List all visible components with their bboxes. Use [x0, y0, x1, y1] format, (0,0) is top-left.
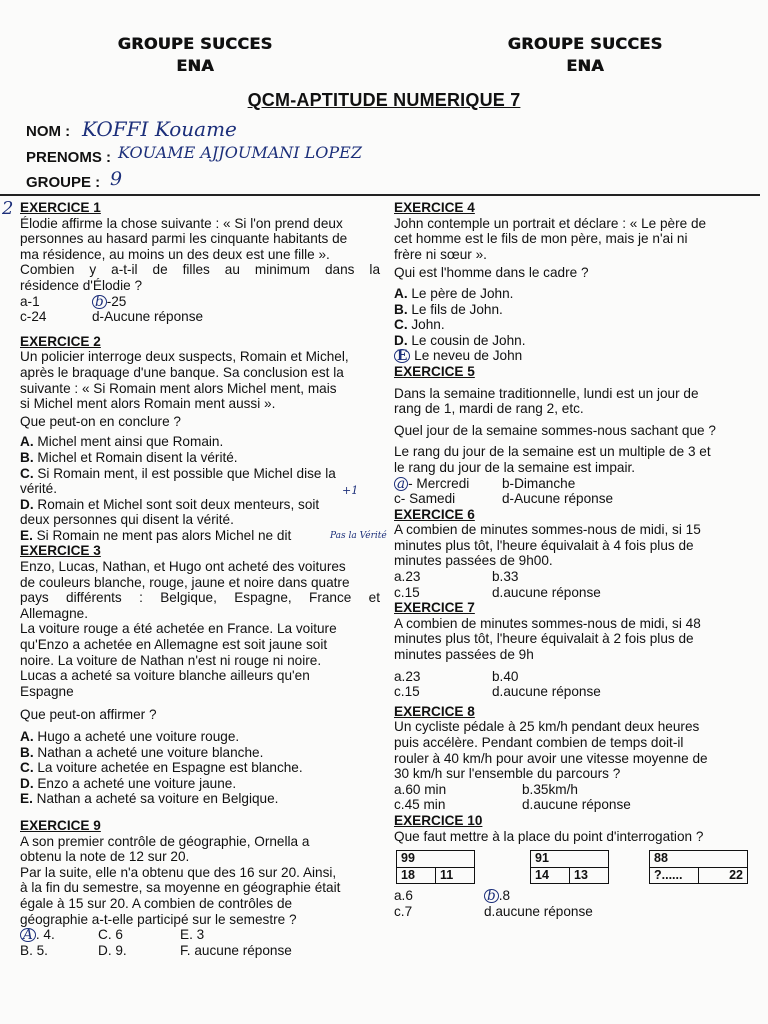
exercise-3: [20, 543, 380, 807]
ex5-answer-circle: a: [394, 477, 408, 491]
ex3-line: Allemagne.: [20, 605, 89, 621]
ex9-option-d: D. 9.: [98, 942, 127, 958]
ex8-option-a: a.60 min: [394, 781, 447, 797]
exercise-6-title: EXERCICE 6: [394, 506, 475, 522]
ex4-option-c: [394, 317, 756, 333]
ex8-options-row1: [394, 782, 756, 798]
exercise-10: [394, 813, 756, 920]
ex4-text: Le neveu de John: [410, 348, 523, 364]
ex4-line: cet homme est le fils de mon père, mais je n'ai ni: [394, 231, 688, 247]
ex3-text: Nathan a acheté une voiture blanche.: [33, 744, 264, 760]
ex4-option-b: [394, 302, 756, 318]
ex1-option-d: d-Aucune réponse: [92, 309, 204, 325]
ex10-grid-2: [530, 850, 609, 884]
right-brand: [490, 33, 680, 77]
ex3-question: Que peut-on affirmer ?: [20, 707, 157, 723]
ex1-line: personnes au hasard parmi les cinquante habitants de: [20, 231, 348, 247]
ex6-line: minutes passées de 9h00.: [394, 553, 553, 569]
ex2-line: Un policier interroge deux suspects, Romain et Michel,: [20, 349, 349, 365]
ex8-option-d: d.aucune réponse: [522, 797, 631, 813]
grid-cell: ?......: [650, 867, 699, 884]
ex4-answer-circle: E: [394, 349, 410, 363]
ex3-option-d: [20, 776, 380, 792]
ex9-option-f: F. aucune réponse: [180, 942, 292, 958]
exercise-5-title: EXERCICE 5: [394, 363, 475, 379]
ex6-options-row2: [394, 585, 756, 601]
ex2-text: vérité.: [20, 481, 58, 497]
ex9-line: à la fin du semestre, sa moyenne en géographie était: [20, 880, 341, 896]
ex6-line: minutes plus tôt, l'heure équivalait à 4 fois plus de: [394, 537, 694, 553]
ex9-option-a: [20, 927, 98, 943]
left-brand: [100, 33, 290, 77]
exercise-9: [20, 818, 380, 958]
ex2-line: après le braquage d'une banque. Sa conclusion est la: [20, 364, 344, 380]
ex10-option-a: a.6: [394, 888, 413, 904]
page-title: QCM-APTITUDE NUMERIQUE 7: [247, 90, 521, 110]
ex9-line: égale à 15 sur 20. A combien de contrôles de: [20, 895, 293, 911]
ex1-line: Élodie affirme la chose suivante : « Si l'on prend deux: [20, 215, 343, 231]
ex3-line: pays différents : Belgique, Espagne, France et: [20, 590, 380, 606]
groupe-value: 9: [110, 168, 123, 190]
ex6-option-d: d.aucune réponse: [492, 584, 601, 600]
ex2-text: Si Romain ne ment pas alors Michel ne dit: [32, 527, 292, 543]
ex5-option-d: d-Aucune réponse: [502, 491, 614, 507]
grid-cell: 91: [531, 851, 609, 868]
ex4-option-e: [394, 348, 756, 364]
exercise-2: [20, 333, 387, 544]
exercise-2-title: EXERCICE 2: [20, 333, 101, 349]
ex4-text: Le fils de John.: [407, 301, 503, 317]
prenoms-value: KOUAME AJJOUMANI LOPEZ: [118, 143, 362, 162]
ex3-text: La voiture achetée en Espagne est blanche.: [33, 760, 303, 776]
left-column: [20, 200, 387, 958]
left-brand-line2: ENA: [176, 56, 214, 75]
ex6-options-row1: [394, 569, 756, 585]
ex5-option-b: b-Dimanche: [502, 475, 576, 491]
ex10-question: Que faut mettre à la place du point d'interrogation ?: [394, 828, 704, 844]
exercise-6: [394, 507, 756, 601]
ex10-puzzles: [394, 850, 756, 884]
ex4-text: Le cousin de John.: [407, 332, 526, 348]
ex3-key: C.: [20, 760, 34, 776]
ex3-key: E.: [20, 791, 33, 807]
exercise-4-title: EXERCICE 4: [394, 200, 475, 215]
nom-value: KOFFI Kouame: [82, 117, 237, 141]
ex2-question: Que peut-on en conclure ?: [20, 413, 181, 429]
ex5-cond: le rang du jour de la semaine est impair.: [394, 459, 636, 475]
ex9-option-e: E. 3: [180, 927, 205, 943]
ex4-line: frère ni sœur ».: [394, 246, 487, 262]
exercise-1-title: EXERCICE 1: [20, 200, 101, 215]
ex5-options-row1: [394, 476, 756, 492]
ex2-option-c: [20, 466, 380, 482]
ex2-annotation-e: Pas la Vérité: [330, 530, 387, 541]
ex10-answer-circle: b: [484, 889, 499, 903]
grid-cell: 88: [650, 851, 748, 868]
ex4-text: Le père de John.: [407, 285, 514, 301]
ex3-text: Enzo a acheté une voiture jaune.: [33, 775, 237, 791]
ex4-key: D.: [394, 332, 408, 348]
ex3-option-a: [20, 729, 380, 745]
ex9-option-a-text: . 4.: [35, 927, 55, 943]
exercise-8: [394, 704, 756, 813]
ex1-line: résidence d'Élodie ?: [20, 277, 142, 293]
ex7-line: A combien de minutes sommes-nous de midi, si 48: [394, 615, 701, 631]
ex4-question: Qui est l'homme dans le cadre ?: [394, 265, 589, 281]
right-brand-line1: GROUPE SUCCES: [507, 34, 663, 53]
ex4-option-a: [394, 286, 756, 302]
exercise-1: [20, 200, 380, 325]
ex7-line: minutes plus tôt, l'heure équivalait à 2 fois plus de: [394, 631, 694, 647]
ex1-options-row2: [20, 309, 380, 325]
ex8-option-c: c.45 min: [394, 797, 446, 813]
ex9-option-b: B. 5.: [20, 942, 48, 958]
ex1-line: ma résidence, au moins un des deux est une fille ».: [20, 246, 330, 262]
ex5-option-a-text: - Mercredi: [408, 475, 470, 491]
ex2-line: si Michel ment alors Romain ment aussi ».: [20, 396, 276, 412]
ex5-line: Dans la semaine traditionnelle, lundi est un jour de: [394, 385, 699, 401]
ex1-option-c: c-24: [20, 309, 47, 325]
ex8-options-row2: [394, 797, 756, 813]
ex7-options-row1: [394, 669, 756, 685]
ex3-option-b: [20, 745, 380, 761]
ex4-key: B.: [394, 301, 408, 317]
ex3-line: Enzo, Lucas, Nathan, et Hugo ont acheté des voitures: [20, 559, 346, 575]
ex2-option-a: [20, 434, 380, 450]
ex7-option-a: a.23: [394, 668, 421, 684]
ex2-option-b: [20, 450, 380, 466]
left-brand-line1: GROUPE SUCCES: [117, 34, 273, 53]
ex2-key: D.: [20, 496, 34, 512]
ex2-text: Romain et Michel sont soit deux menteurs, soit: [33, 496, 320, 512]
ex4-text: John.: [407, 317, 445, 333]
ex9-option-c: C. 6: [98, 927, 123, 943]
margin-mark: 2: [2, 198, 14, 219]
ex5-options-row2: [394, 491, 756, 507]
ex4-key: C.: [394, 317, 408, 333]
ex4-option-d: [394, 333, 756, 349]
ex2-option-d: [20, 497, 380, 513]
ex2-option-c-cont: [20, 481, 380, 497]
ex3-line: qu'Enzo a achetée en Allemagne est soit jaune soit: [20, 637, 328, 653]
ex8-option-b: b.35km/h: [522, 781, 578, 797]
ex10-option-c: c.7: [394, 903, 413, 919]
ex2-key: B.: [20, 449, 34, 465]
ex8-line: rouler à 40 km/h pour avoir une vitesse moyenne de: [394, 750, 708, 766]
ex10-option-b-text: .8: [498, 888, 511, 904]
ex5-option-a: [394, 476, 502, 492]
right-brand-line2: ENA: [566, 56, 604, 75]
ex2-text: Michel et Romain disent la vérité.: [33, 449, 238, 465]
exercise-4: [394, 200, 756, 364]
ex1-line: Combien y a-t-il de filles au minimum dans la: [20, 262, 380, 278]
ex2-key: A.: [20, 434, 34, 450]
ex9-line: Par la suite, elle n'a obtenu que des 16 sur 20. Ainsi,: [20, 864, 337, 880]
ex7-option-d: d.aucune réponse: [492, 684, 601, 700]
grid-cell: 11: [436, 867, 475, 884]
groupe-label: GROUPE :: [26, 174, 101, 191]
ex3-line: de couleurs blanche, rouge, jaune et noire dans quatre: [20, 574, 350, 590]
ex10-grid-1: [396, 850, 475, 884]
ex7-option-c: c.15: [394, 684, 420, 700]
ex3-line: Espagne: [20, 683, 74, 699]
ex9-options-row1: [20, 927, 380, 943]
ex10-option-d: d.aucune réponse: [484, 903, 593, 919]
ex1-options-row1: [20, 294, 380, 310]
ex1-option-b: [92, 294, 126, 310]
ex2-text: Si Romain ment, il est possible que Michel dise la: [33, 465, 336, 481]
grid-cell: 99: [397, 851, 475, 868]
ex3-text: Nathan a acheté sa voiture en Belgique.: [32, 791, 279, 807]
ex1-answer-circle: b: [92, 295, 107, 309]
ex2-line: suivante : « Si Romain ment alors Michel ment, mais: [20, 380, 337, 396]
ex9-line: obtenu la note de 12 sur 20.: [20, 849, 190, 865]
ex3-key: A.: [20, 729, 34, 744]
grid-cell: 13: [570, 867, 609, 884]
exercise-5: [394, 364, 756, 507]
ex4-line: John contemple un portrait et déclare : « Le père de: [394, 215, 707, 231]
ex5-option-c: c- Samedi: [394, 491, 456, 507]
ex8-line: puis accélère. Pendant combien de temps doit-il: [394, 735, 684, 750]
ex9-line: A son premier contrôle de géographie, Ornella a: [20, 833, 310, 849]
ex3-option-e: [20, 791, 380, 807]
ex9-answer-circle: A: [20, 928, 36, 942]
ex1-option-b-text: -25: [106, 293, 127, 309]
grid-cell: 18: [397, 867, 436, 884]
grid-cell: 14: [531, 867, 570, 884]
ex3-line: Lucas a acheté sa voiture blanche ailleurs qu'en: [20, 668, 310, 684]
ex6-option-b: b.33: [492, 569, 519, 585]
ex7-options-row2: [394, 684, 756, 700]
exercise-8-title: EXERCICE 8: [394, 703, 475, 719]
exercise-3-title: EXERCICE 3: [20, 543, 101, 559]
ex6-line: A combien de minutes sommes-nous de midi, si 15: [394, 522, 701, 538]
ex9-line: géographie a-t-elle participé sur le semestre ?: [20, 911, 297, 927]
ex3-text: Hugo a acheté une voiture rouge.: [33, 729, 240, 744]
ex7-option-b: b.40: [492, 668, 519, 684]
exercise-7-title: EXERCICE 7: [394, 600, 475, 616]
prenoms-label: PRENOMS :: [26, 149, 112, 166]
ex2-annotation-plus: +1: [342, 484, 359, 498]
ex8-line: 30 km/h sur l'ensemble du parcours ?: [394, 766, 621, 782]
ex5-line: rang de 1, mardi de rang 2, etc.: [394, 401, 584, 417]
ex2-option-e: [20, 527, 387, 544]
grid-cell: 22: [699, 867, 748, 884]
ex3-key: B.: [20, 744, 34, 760]
ex3-option-c: [20, 760, 380, 776]
nom-label: NOM :: [26, 123, 71, 140]
exercise-9-title: EXERCICE 9: [20, 817, 101, 833]
ex2-text: Michel ment ainsi que Romain.: [33, 434, 224, 450]
ex9-options-row2: [20, 943, 380, 959]
ex3-line: noire. La voiture de Nathan n'est ni rouge ni noire.: [20, 652, 322, 668]
ex2-key: E.: [20, 527, 33, 543]
right-column: [394, 200, 756, 920]
ex3-key: D.: [20, 775, 34, 791]
ex8-line: Un cycliste pédale à 25 km/h pendant deux heures: [394, 719, 700, 735]
ex10-option-b: [484, 888, 510, 904]
exercise-10-title: EXERCICE 10: [394, 812, 483, 828]
ex2-key: C.: [20, 465, 34, 481]
exercise-7: [394, 600, 756, 700]
ex5-question: Quel jour de la semaine sommes-nous sachant que ?: [394, 422, 716, 438]
ex10-options-row2: [394, 904, 756, 920]
ex5-cond: Le rang du jour de la semaine est un multiple de 3 et: [394, 444, 711, 460]
ex3-line: La voiture rouge a été achetée en France. La voiture: [20, 621, 337, 637]
ex10-options-row1: [394, 888, 756, 904]
ex10-grid-3: [649, 850, 748, 884]
ex1-option-a: a-1: [20, 293, 40, 309]
ex6-option-c: c.15: [394, 584, 420, 600]
header-rule: [0, 194, 760, 196]
ex6-option-a: a.23: [394, 569, 421, 585]
ex7-line: minutes passées de 9h: [394, 647, 534, 663]
ex2-option-d-cont: deux personnes qui disent la vérité.: [20, 512, 234, 528]
ex4-key: A.: [394, 285, 408, 301]
